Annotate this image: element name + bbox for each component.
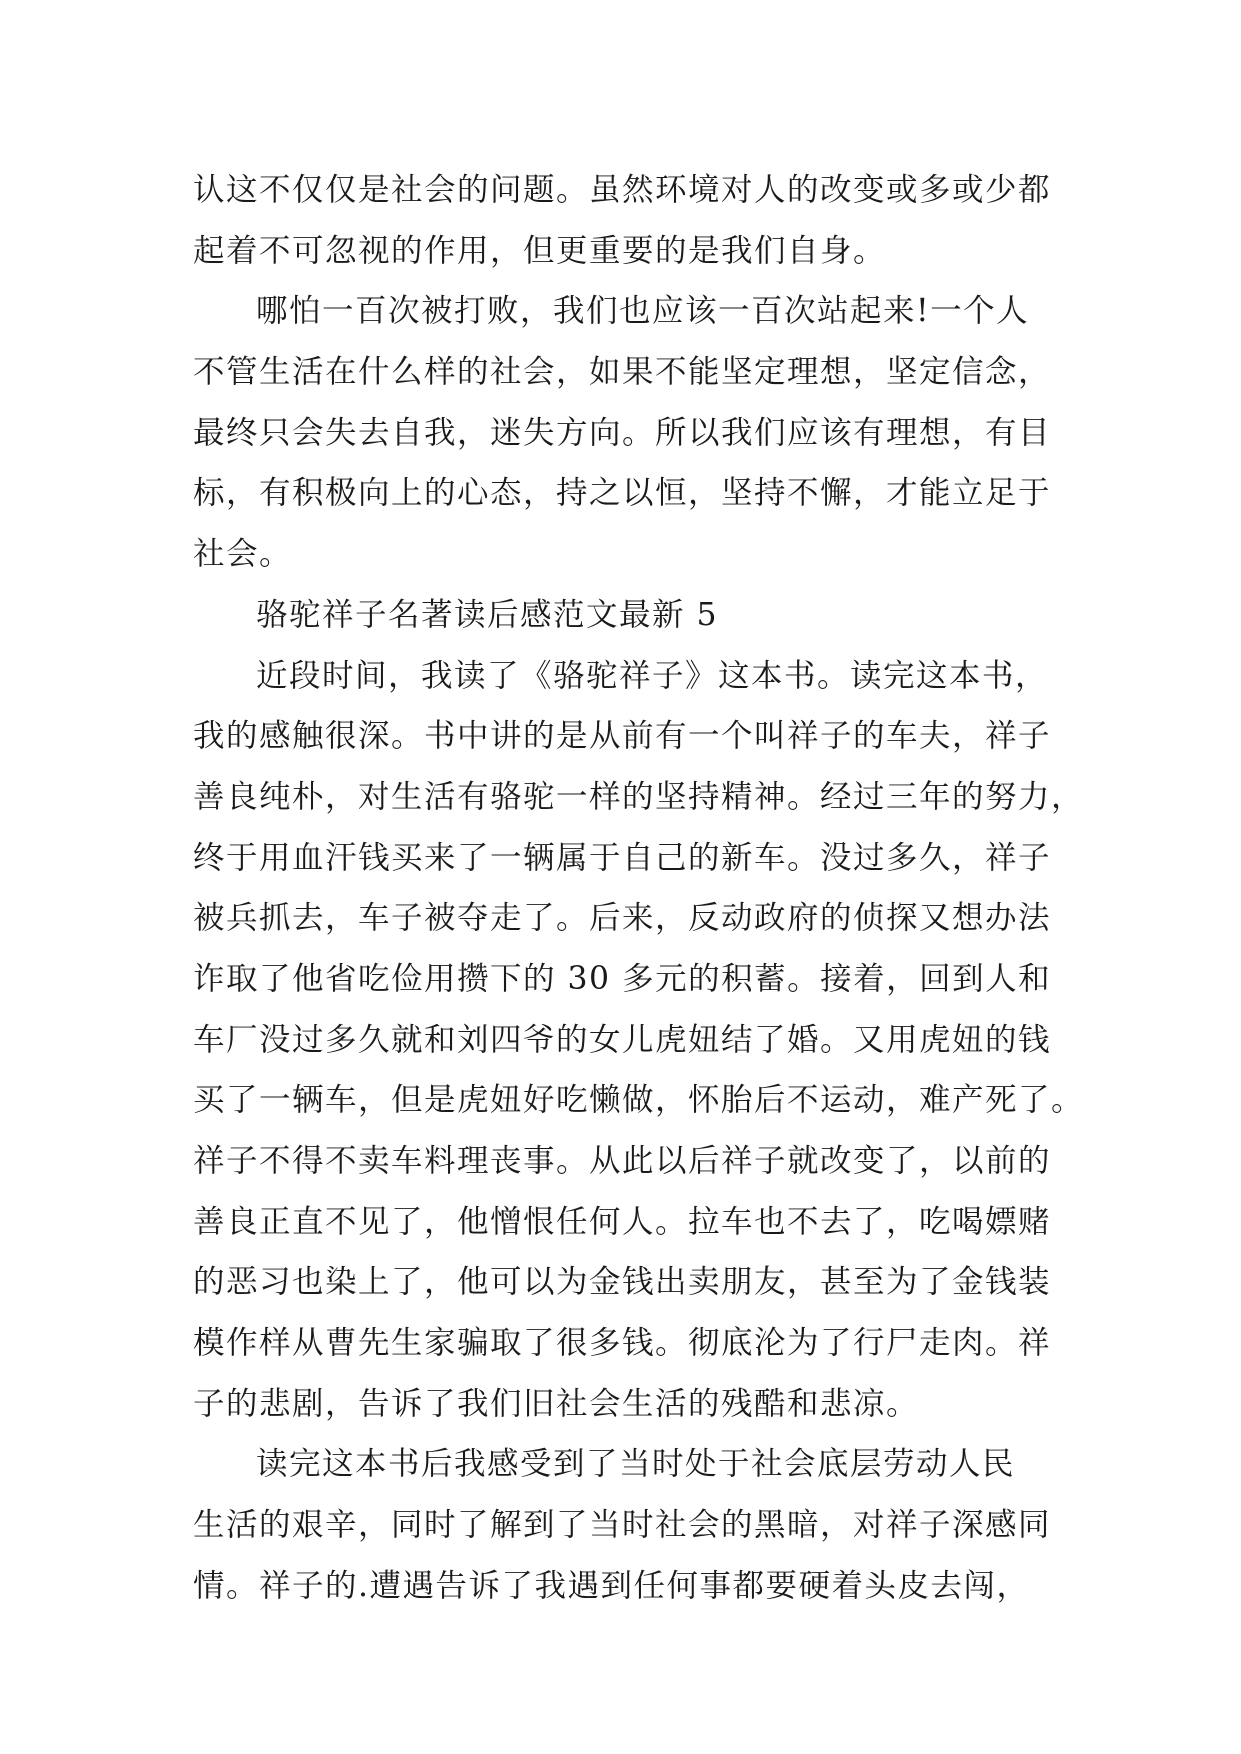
paragraph xyxy=(193,281,1053,584)
text-line: 标，有积极向上的心态，持之以恒，坚持不懈，才能立足于 xyxy=(193,475,1052,512)
text-line: 社会。 xyxy=(193,536,293,573)
text-line: 我的感触很深。书中讲的是从前有一个叫祥子的车夫，祥子 xyxy=(193,718,1052,755)
text-line: 善良纯朴，对生活有骆驼一样的坚持精神。经过三年的努力， xyxy=(193,778,1085,815)
text-line: 终于用血汗钱买来了一辆属于自己的新车。没过多久，祥子 xyxy=(193,839,1052,876)
text-line: 善良正直不见了，他憎恨任何人。拉车也不去了，吃喝嫖赌 xyxy=(193,1203,1052,1240)
text-line: 最终只会失去自我，迷失方向。所以我们应该有理想，有目 xyxy=(193,414,1052,451)
text-line: 情。祥子的.遭遇告诉了我遇到任何事都要硬着头皮去闯， xyxy=(193,1567,1030,1604)
paragraph xyxy=(193,646,1085,1435)
text-line: 车厂没过多久就和刘四爷的女儿虎妞结了婚。又用虎妞的钱 xyxy=(193,1021,1052,1058)
text-line: 模作样从曹先生家骗取了很多钱。彻底沦为了行尸走肉。祥 xyxy=(193,1325,1052,1362)
text-line: 不管生活在什么样的社会，如果不能坚定理想，坚定信念， xyxy=(193,354,1052,391)
text-line: 起着不可忽视的作用，但更重要的是我们自身。 xyxy=(193,232,887,269)
paragraph xyxy=(193,1434,1053,1616)
text-line: 买了一辆车，但是虎妞好吃懒做，怀胎后不运动，难产死了。 xyxy=(193,1082,1085,1119)
text-line: 认这不仅仅是社会的问题。虽然环境对人的改变或多或少都 xyxy=(193,172,1052,208)
document-body xyxy=(193,160,1085,1617)
heading-text: 骆驼祥子名著读后感范文最新 5 xyxy=(256,596,719,633)
text-line: 诈取了他省吃俭用攒下的 30 多元的积蓄。接着，回到人和 xyxy=(193,960,1052,997)
text-line: 近段时间，我读了《骆驼祥子》这本书。读完这本书， xyxy=(256,657,1049,694)
text-line: 哪怕一百次被打败，我们也应该一百次站起来!一个人 xyxy=(256,293,1030,330)
text-line: 生活的艰辛，同时了解到了当时社会的黑暗，对祥子深感同 xyxy=(193,1507,1052,1544)
text-line: 读完这本书后我感受到了当时处于社会底层劳动人民 xyxy=(256,1446,1016,1483)
text-line: 被兵抓去，车子被夺走了。后来，反动政府的侦探又想办法 xyxy=(193,900,1052,937)
text-line: 的恶习也染上了，他可以为金钱出卖朋友，甚至为了金钱装 xyxy=(193,1264,1052,1301)
paragraph xyxy=(193,160,1053,281)
section-heading xyxy=(193,585,1053,646)
text-line: 祥子不得不卖车料理丧事。从此以后祥子就改变了，以前的 xyxy=(193,1143,1052,1179)
text-line: 子的悲剧，告诉了我们旧社会生活的残酷和悲凉。 xyxy=(193,1385,920,1422)
